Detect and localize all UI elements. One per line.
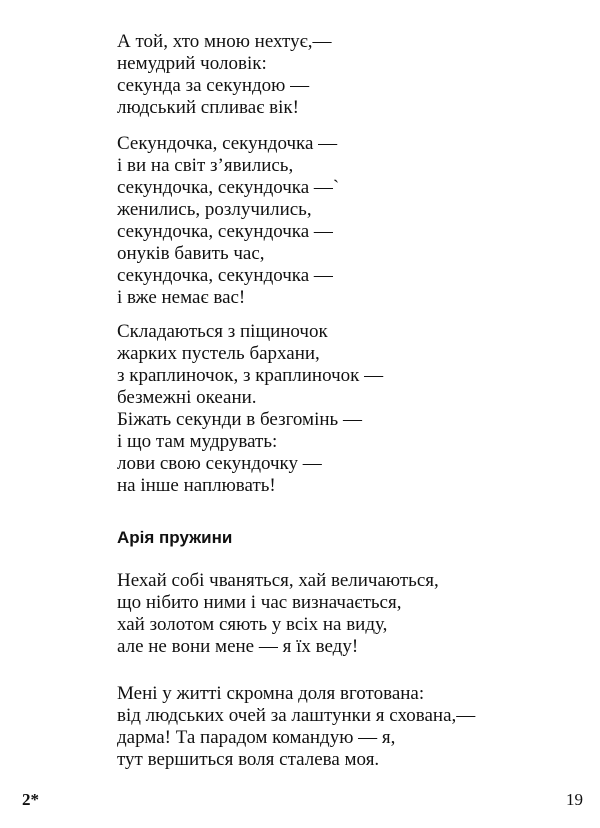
poem-line: безмежні океани.: [117, 387, 257, 408]
poem2-stanza-1: [117, 570, 439, 658]
poem-line: секундочка, секундочка —: [117, 221, 333, 242]
poem-line: жарких пустель бархани,: [117, 343, 320, 364]
poem-line: що нібито ними і час визначається,: [117, 592, 402, 613]
poem-line: людський спливає вік!: [117, 97, 299, 118]
poem-line: і ви на світ з’явились,: [117, 155, 294, 176]
poem-line: Секундочка, секундочка —: [117, 133, 338, 154]
poem-line: лови свою секундочку —: [117, 453, 322, 474]
poem1-stanza-3: [117, 321, 383, 497]
poem-line: хай золотом сяють у всіх на виду,: [117, 614, 388, 635]
poem-line: але не вони мене — я їх веду!: [117, 636, 359, 657]
poem-line: А той, хто мною нехтує,—: [117, 31, 332, 52]
poem-line: секундочка, секундочка —`: [117, 177, 340, 198]
poem-line: онуків бавить час,: [117, 243, 265, 264]
signature-mark: 2*: [22, 790, 39, 809]
poem-line: немудрий чоловік:: [117, 53, 267, 74]
poem-line: секунда за секундою —: [117, 75, 310, 96]
poem-line: секундочка, секундочка —: [117, 265, 333, 286]
page-number: 19: [566, 790, 583, 809]
poem-line: дарма! Та парадом командую — я,: [117, 727, 396, 748]
poem-line: на інше наплювать!: [117, 475, 276, 496]
poem-line: Мені у житті скромна доля вготована:: [117, 683, 425, 704]
poem-title: Арія пружини: [117, 528, 233, 547]
poem-line: і що там мудрувать:: [117, 431, 278, 452]
poem-line: Нехай собі чваняться, хай величаються,: [117, 570, 439, 591]
poem-line: тут вершиться воля сталева моя.: [117, 749, 380, 770]
poem1-stanza-2: [117, 133, 339, 309]
poem-line: з краплиночок, з краплиночок —: [117, 365, 384, 386]
poem-line: Складаються з піщиночок: [117, 321, 328, 342]
poem-line: від людських очей за лаштунки я схована,—: [117, 705, 476, 726]
poem-line: Біжать секунди в безгомінь —: [117, 409, 362, 430]
poem-line: і вже немає вас!: [117, 287, 246, 308]
poem-line: женились, розлучились,: [117, 199, 312, 220]
poem2-stanza-2: [117, 683, 475, 771]
poem1-stanza-1: [117, 31, 332, 119]
